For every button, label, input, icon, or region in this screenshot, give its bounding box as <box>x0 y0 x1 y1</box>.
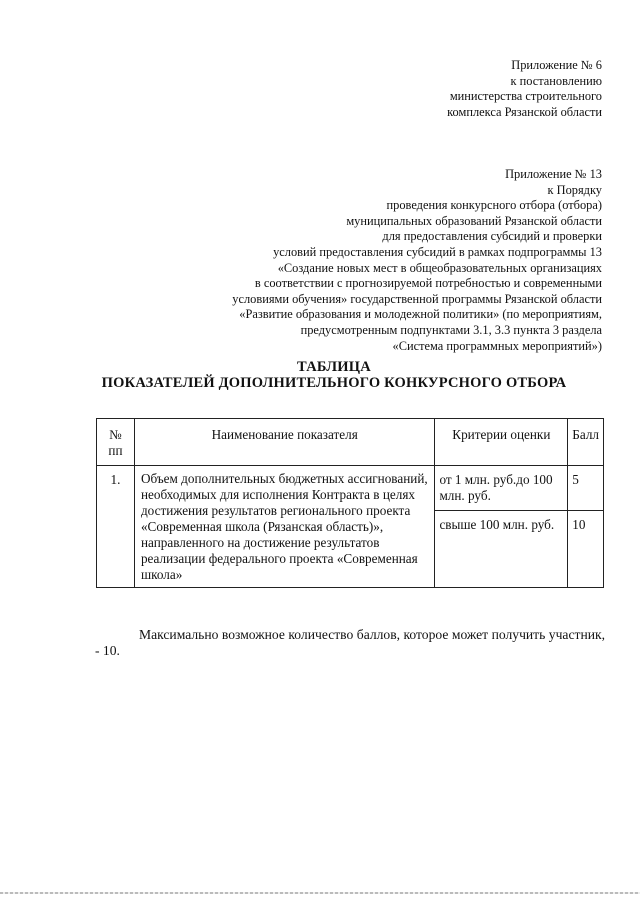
score-1 <box>568 466 603 511</box>
score-1-text: 5 <box>572 472 579 487</box>
appendix-6-line-2: к постановлению <box>510 73 602 88</box>
max-score-note-text: Максимально возможное количество баллов, которое может получить участник, - 10. <box>95 627 605 658</box>
appendix-6-block <box>447 58 602 120</box>
appendix-13-line: к Порядку <box>547 182 602 197</box>
appendix-13-line: «Система программных мероприятий») <box>392 338 602 353</box>
header-number: № пп <box>97 419 135 466</box>
row-number: 1. <box>97 466 135 588</box>
appendix-6-line-4: комплекса Рязанской области <box>447 104 602 119</box>
appendix-13-line: муниципальных образований Рязанской области <box>346 213 602 228</box>
appendix-6-line-1: Приложение № 6 <box>511 58 602 72</box>
appendix-13-line: «Создание новых мест в общеобразовательных организациях <box>277 260 602 275</box>
criteria-range-1-text: от 1 млн. руб.до 100 млн. руб. <box>439 472 553 503</box>
table-row <box>97 466 604 588</box>
appendix-13-line: проведения конкурсного отбора (отбора) <box>386 198 602 213</box>
appendix-13-line: «Развитие образования и молодежной политики» (по мероприятиям, <box>239 307 602 322</box>
header-indicator-name: Наименование показателя <box>134 419 434 466</box>
max-score-note <box>95 627 605 659</box>
row-criteria <box>435 466 568 588</box>
appendix-13-line: для предоставления субсидий и проверки <box>382 229 602 244</box>
score-2-text: 10 <box>572 517 586 532</box>
table-title: ТАБЛИЦА <box>297 359 371 375</box>
appendix-13-line: Приложение № 13 <box>505 167 602 181</box>
row-score <box>568 466 604 588</box>
criteria-range-2 <box>435 511 567 569</box>
scan-edge-divider <box>0 892 640 894</box>
table-header-row <box>97 419 604 466</box>
indicators-table <box>96 418 604 588</box>
appendix-13-line: условиями обучения» государственной программы Рязанской области <box>232 291 602 306</box>
header-score: Балл <box>568 419 604 466</box>
appendix-6-line-3: министерства строительного <box>449 89 602 104</box>
appendix-13-line: условий предоставления субсидий в рамках подпрограммы 13 <box>273 244 602 259</box>
table-subtitle: ПОКАЗАТЕЛЕЙ ДОПОЛНИТЕЛЬНОГО КОНКУРСНОГО ОТБОРА <box>101 375 567 391</box>
appendix-13-line: в соответствии с прогнозируемой потребностью и современными <box>254 276 602 291</box>
score-2 <box>568 511 603 569</box>
appendix-13-block <box>232 167 602 354</box>
criteria-range-1 <box>435 466 567 511</box>
appendix-13-line: предусмотренным подпунктами 3.1, 3.3 пункта 3 раздела <box>300 322 602 337</box>
criteria-range-2-text: свыше 100 млн. руб. <box>439 517 555 532</box>
row-indicator-name: Объем дополнительных бюджетных ассигнований, необходимых для исполнения Контракта в целях достижения результатов регионального проекта «Современная школа (Рязанская область)», направленного на достижение результатов реализации федерального проекта «Современная школа» <box>134 466 434 588</box>
header-criteria: Критерии оценки <box>435 419 568 466</box>
